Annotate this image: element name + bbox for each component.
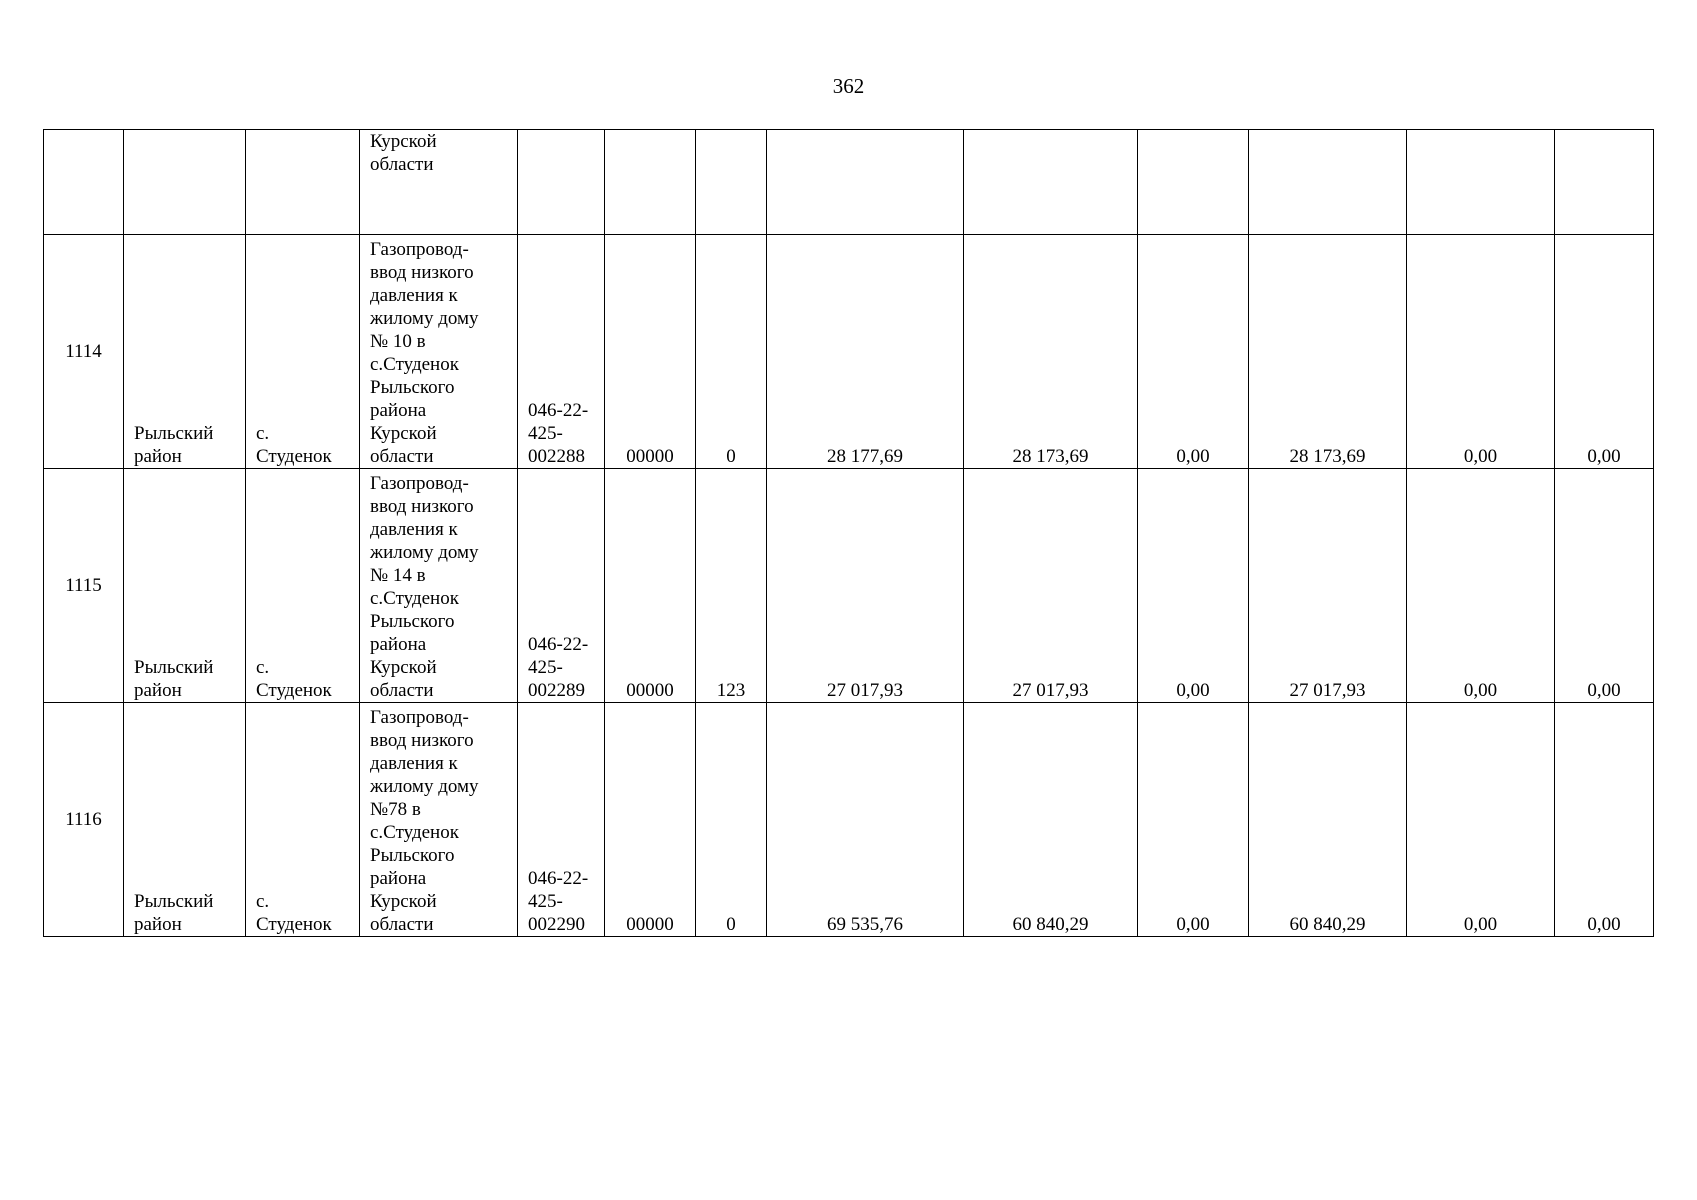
cell-col11: 28 173,69	[1249, 235, 1407, 469]
cell-index: 1114	[44, 235, 124, 469]
cell-settlement: с. Студенок	[246, 235, 360, 469]
cell-col6: 00000	[605, 235, 696, 469]
cell-object-name: Газопровод- ввод низкого давления к жилому дому № 14 в с.Студенок Рыльского района Курской области	[360, 469, 518, 703]
cell-col12: 0,00	[1407, 469, 1555, 703]
table-row	[44, 235, 1654, 469]
cell-settlement: с. Студенок	[246, 469, 360, 703]
cell-settlement: с. Студенок	[246, 703, 360, 937]
cell-code: 046-22- 425- 002288	[518, 235, 605, 469]
cell-col10: 0,00	[1138, 235, 1249, 469]
cell-col9: 28 173,69	[964, 235, 1138, 469]
cell-col11: 60 840,29	[1249, 703, 1407, 937]
cell-district: Рыльский район	[124, 235, 246, 469]
table-row-continued	[44, 130, 1654, 235]
cell-code	[518, 130, 605, 235]
cell-col8: 27 017,93	[767, 469, 964, 703]
cell-col13: 0,00	[1555, 235, 1654, 469]
table-row	[44, 469, 1654, 703]
cell-col12: 0,00	[1407, 235, 1555, 469]
cell-index	[44, 130, 124, 235]
cell-code: 046-22- 425- 002290	[518, 703, 605, 937]
cell-district	[124, 130, 246, 235]
cell-col7: 123	[696, 469, 767, 703]
table-row	[44, 703, 1654, 937]
cell-col10	[1138, 130, 1249, 235]
cell-col6: 00000	[605, 703, 696, 937]
cell-col7	[696, 130, 767, 235]
cell-col6: 00000	[605, 469, 696, 703]
asset-register-table	[43, 129, 1654, 937]
cell-col12: 0,00	[1407, 703, 1555, 937]
cell-col8: 69 535,76	[767, 703, 964, 937]
page-number: 362	[832, 74, 865, 98]
cell-district: Рыльский район	[124, 469, 246, 703]
object-name-tail: Курской области	[370, 131, 437, 175]
cell-col9: 27 017,93	[964, 469, 1138, 703]
cell-col12	[1407, 130, 1555, 235]
cell-district: Рыльский район	[124, 703, 246, 937]
cell-code: 046-22- 425- 002289	[518, 469, 605, 703]
cell-col7: 0	[696, 235, 767, 469]
cell-col9: 60 840,29	[964, 703, 1138, 937]
cell-col10: 0,00	[1138, 703, 1249, 937]
cell-col9	[964, 130, 1138, 235]
cell-index: 1116	[44, 703, 124, 937]
cell-col7: 0	[696, 703, 767, 937]
cell-col13	[1555, 130, 1654, 235]
cell-col6	[605, 130, 696, 235]
cell-col13: 0,00	[1555, 469, 1654, 703]
cell-col11	[1249, 130, 1407, 235]
cell-object-name	[360, 130, 518, 235]
cell-col8: 28 177,69	[767, 235, 964, 469]
cell-index: 1115	[44, 469, 124, 703]
cell-settlement	[246, 130, 360, 235]
cell-object-name: Газопровод- ввод низкого давления к жилому дому №78 в с.Студенок Рыльского района Курской области	[360, 703, 518, 937]
cell-col13: 0,00	[1555, 703, 1654, 937]
cell-col10: 0,00	[1138, 469, 1249, 703]
cell-object-name: Газопровод- ввод низкого давления к жилому дому № 10 в с.Студенок Рыльского района Курской области	[360, 235, 518, 469]
cell-col11: 27 017,93	[1249, 469, 1407, 703]
cell-col8	[767, 130, 964, 235]
